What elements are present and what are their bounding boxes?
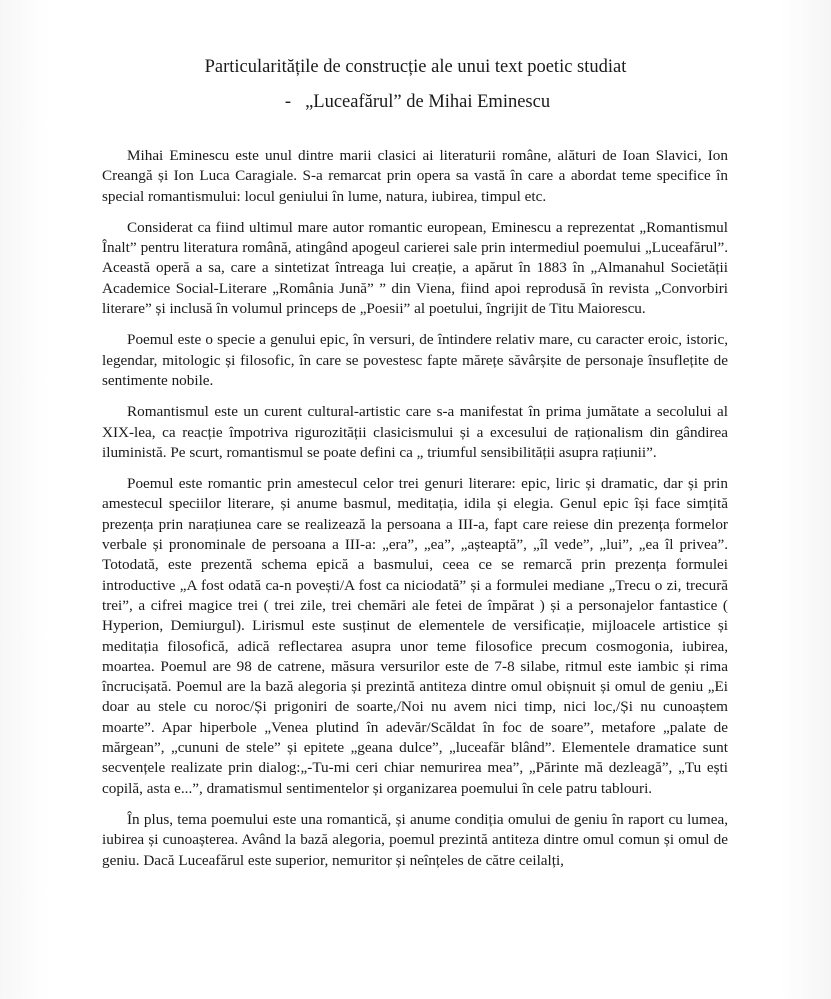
subtitle-text: „Luceafărul” de Mihai Eminescu — [305, 92, 551, 112]
document-body — [102, 146, 728, 882]
paragraph-1: Mihai Eminescu este unul dintre marii clasici ai literaturii române, alături de Ioan Slavici, Ion Creangă și Ion Luca Caragiale. S-a remarcat prin opera sa vastă în care a abordat teme specifice în special romantismului: locul geniului în lume, natura, iubirea, timpul etc. — [102, 147, 728, 205]
document-subtitle — [0, 91, 831, 113]
subtitle-dash: - — [284, 92, 292, 112]
paragraph-6: În plus, tema poemului este una romantică, și anume condiția omului de geniu în raport cu lumea, iubirea și cunoașterea. Având la bază alegoria, poemul prezintă antiteza dintre omul comun și omul de geniu. Dacă Luceafărul este superior, nemuritor și neînțeles de către ceilalți, — [102, 810, 728, 869]
paragraph-3: Poemul este o specie a genului epic, în versuri, de întindere relativ mare, cu caracter eroic, istoric, legendar, mitologic și filosofic, în care se povestesc fapte mărețe săvârșite de personaje însuflețite de sentimente nobile. — [102, 331, 728, 389]
paragraph-5: Poemul este romantic prin amestecul celor trei genuri literare: epic, liric și dramatic, dar și prin amestecul speciilor literare, și anume basmul, meditația, idila și elegia. Genul epic își face simțită prezența prin narațiunea care se realizează la persoana a III-a, fapt care reiese din prezența formelor verbale și pronominale de persoana a III-a: „era”, „ea”, „așteaptă”, „îl vede”, „lui”, „ea îl privea”. Totodată, este prezentă schema epică a basmului, ceea ce se remarcă prin prezența formulei introductive „A fost odată ca-n povești/A fost ca niciodată” și a formulei mediane „Trecu o zi, trecură trei”, a cifrei magice trei ( trei zile, trei chemări ale fetei de împărat ) și a personajelor fantastice ( Hyperion, Demiurgul). Lirismul este susținut de elementele de versificație, mijloacele artistice și meditația filosofică, adică reflectarea asupra unor teme filosofice precum cosmogonia, iubirea, moartea. Poemul are 98 de catrene, măsura versurilor este de 7-8 silabe, ritmul este iambic și rima încrucișată. Poemul are la bază alegoria și prezintă antiteza dintre omul obișnuit și omul de geniu „Ei doar au stele cu noroc/Și prigoniri de soarte,/Noi nu avem nici timp, nici loc,/Și nu cunoaștem moarte”. Apar hiperbole „Venea plutind în adevăr/Scăldat în foc de soare”, metafore „palate de mărgean”, „cununi de stele” și epitete „geana dulce”, „luceafăr blând”. Elementele dramatice sunt secvențele realizate prin dialog:„-Tu-mi ceri chiar nemurirea mea”, „Părinte mă dezleagă”, „Tu ești copilă, asta e...”, dramatismul sentimentelor și organizarea poemului în cele patru tablouri. — [102, 475, 728, 797]
document-title: Particularitățile de construcție ale unui text poetic studiat — [204, 57, 627, 77]
paragraph-2: Considerat ca fiind ultimul mare autor romantic european, Eminescu a reprezentat „Romantismul Înalt” pentru literatura română, atingând apogeul carierei sale prin intermediul poemului „Luceafărul”. Această operă a sa, care a sintetizat întreaga lui creație, a apărut în 1883 în „Almanahul Societății Academice Social-Literare „România Jună” ” din Viena, fiind apoi reprodusă în revista „Convorbiri literare” și inclusă în volumul princeps de „Poesii” al poetului, îngrijit de Titu Maiorescu. — [102, 218, 728, 318]
paragraph-4: Romantismul este un curent cultural-artistic care s-a manifestat în prima jumătate a secolului al XIX-lea, ca reacție împotriva rigurozității clasicismului și a excesului de raționalism din gândirea iluministă. Pe scurt, romantismul se poate defini ca „ triumful sensibilității asupra rațiunii”. — [102, 403, 728, 461]
